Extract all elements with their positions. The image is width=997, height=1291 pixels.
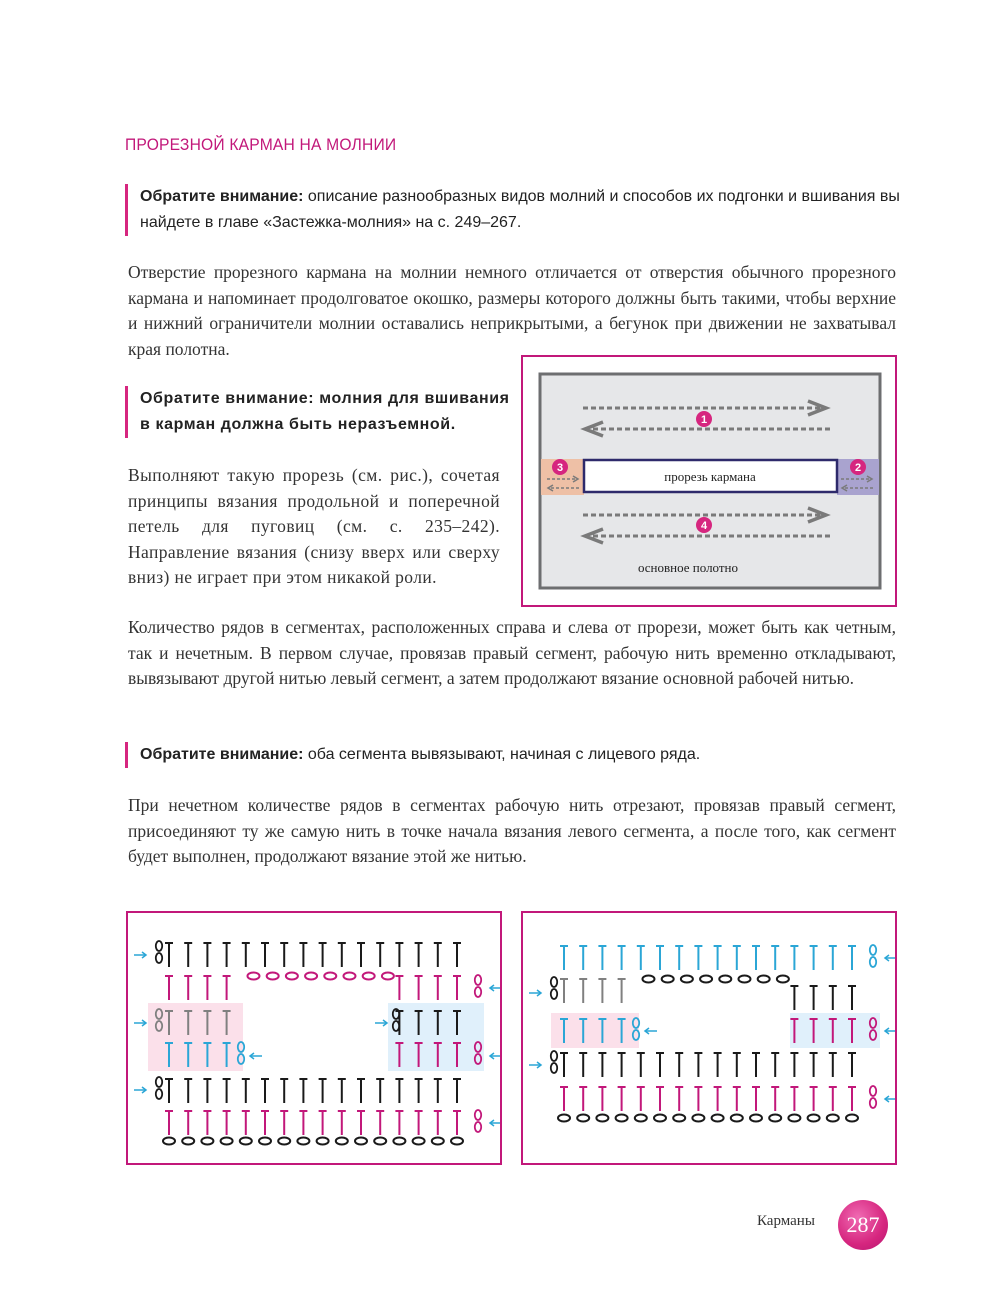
note-text: оба сегмента вывязывают, начиная с лицевого ряда. xyxy=(303,746,701,763)
knitting-chart-odd xyxy=(521,911,897,1165)
note-text: описание разнообразных видов молний и способов их подгонки и вшивания вы найдете в главе «Застежка-молния» на с. 249–267. xyxy=(140,188,900,231)
note-label: Обратите внимание: xyxy=(140,390,315,407)
note-label: Обратите внимание: xyxy=(140,188,304,205)
pocket-diagram xyxy=(521,355,897,607)
slot-label: прорезь кармана xyxy=(664,469,756,484)
svg-text:1: 1 xyxy=(700,414,708,426)
section-heading: ПРОРЕЗНОЙ КАРМАН НА МОЛНИИ xyxy=(125,135,397,154)
knitting-chart-even-svg xyxy=(128,913,500,1163)
note-callout-3 xyxy=(125,742,900,768)
paragraph-2: Выполняют такую прорезь (см. рис.), сочетая принципы вязания продольной и поперечной петель для пуговиц (см. с. 235–242). Направление вязания (снизу вверх или сверху вниз) не играет при этом никакой роли. xyxy=(128,465,500,587)
footer-section-label: Карманы xyxy=(757,1213,815,1229)
svg-text:3: 3 xyxy=(556,462,564,474)
paragraph-4: При нечетном количестве рядов в сегментах рабочую нить отрезают, провязав правый сегмент, присоединяют ту же самую нить в точке начала вязания левого сегмента, а после того, как сегмент будет выполнен, продолжают вязание этой же нитью. xyxy=(128,795,896,866)
note-callout-2 xyxy=(125,386,510,438)
fabric-label: основное полотно xyxy=(637,560,739,575)
note-text: молния для вшивания в карман должна быть неразъемной. xyxy=(140,390,510,433)
knitting-chart-odd-svg xyxy=(523,913,895,1163)
svg-text:4: 4 xyxy=(700,520,708,532)
svg-text:2: 2 xyxy=(854,462,862,474)
pocket-diagram-svg xyxy=(523,357,895,605)
knitting-chart-even xyxy=(126,911,502,1165)
page-number-badge: 287 xyxy=(838,1200,888,1250)
paragraph-3: Количество рядов в сегментах, расположенных справа и слева от прорези, может быть как четным, так и нечетным. В первом случае, провязав правый сегмент, рабочую нить временно откладывают, вывязывают другой нитью левый сегмент, а затем продолжают вязание основной рабочей нитью. xyxy=(128,617,896,688)
note-label: Обратите внимание: xyxy=(140,746,304,763)
paragraph-1: Отверстие прорезного кармана на молнии немного отличается от отверстия обычного прорезного кармана и напоминает продолговатое окошко, размеры которого должны быть такими, чтобы верхние и нижний ограничители молнии оставались неприкрытыми, а бегунок при движении не захватывал края полотна. xyxy=(128,262,896,359)
note-callout-1 xyxy=(125,184,900,236)
